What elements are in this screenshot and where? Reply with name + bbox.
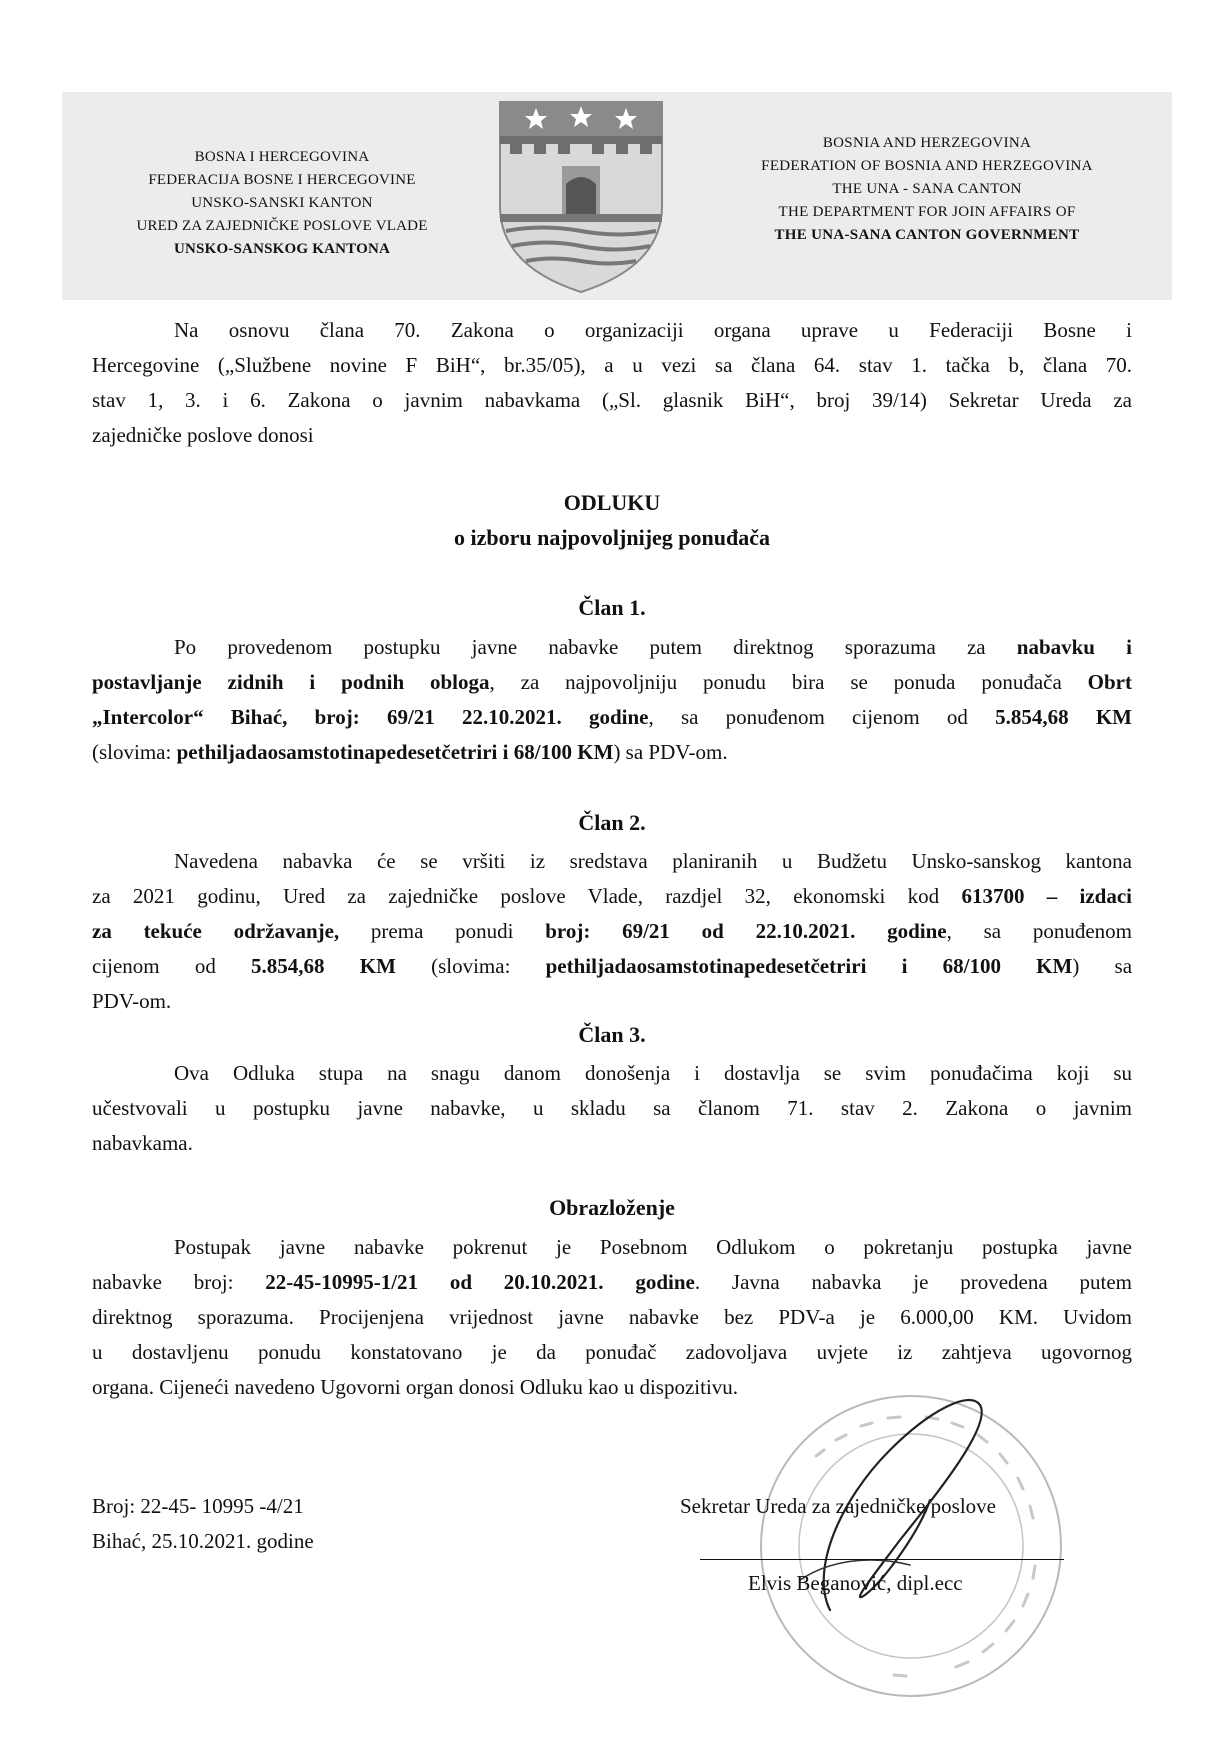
text-line [92,879,1132,914]
intro-paragraph [92,313,1132,453]
article-3-heading: Član 3. [578,1022,646,1047]
letterhead-line: THE UNA-SANA CANTON GOVERNMENT [774,227,1080,243]
letterhead-left-local [62,146,502,261]
text-bold: pethiljadaosamstotinapedesetčetriri i 68/100 KM [545,954,1073,978]
text-bold: „Intercolor“ Bihać, broj: 69/21 22.10.2021. godine [92,705,649,729]
text-span: , sa ponuđenom cijenom od [648,705,996,729]
signatory-title: Sekretar Ureda za zajedničke poslove [680,1494,997,1518]
text-line [92,630,1132,665]
text-line [92,914,1132,949]
text-span: cijenom od [92,954,252,978]
signature-line [700,1559,1064,1560]
letterhead-line: UNSKO-SANSKOG KANTONA [173,241,391,257]
document-title: ODLUKU [563,490,661,515]
document-number: Broj: 22-45- 10995 -4/21 [92,1494,304,1518]
text-span: (slovima: [92,740,177,764]
article-2-heading: Član 2. [578,810,646,835]
text-bold: broj: 69/21 od 22.10.2021. godine [545,919,947,943]
document-subtitle: o izboru najpovoljnijeg ponuđača [454,525,770,550]
text-bold: postavljanje zidnih i podnih obloga [92,670,490,694]
text-span: za 2021 godinu, Ured za zajedničke poslove Vlade, razdjel 32, ekonomski kod [92,884,962,908]
text-line [92,949,1132,984]
text-span: (slovima: [395,954,546,978]
text-bold: pethiljadaosamstotinapedesetčetriri i 68/100 KM [176,740,614,764]
text-line [92,665,1132,700]
text-span: , sa ponuđenom [946,919,1132,943]
text-bold: 22-45-10995-1/21 od 20.10.2021. godine [265,1270,695,1294]
text-line: organa. Cijeneći navedeno Ugovorni organ donosi Odluku kao u dispozitivu. [92,1375,739,1399]
reasoning-heading: Obrazloženje [549,1195,675,1220]
text-bold: nabavku i [1016,635,1132,659]
letterhead-line: URED ZA ZAJEDNIČKE POSLOVE VLADE [136,218,428,234]
letterhead-line: THE DEPARTMENT FOR JOIN AFFAIRS OF [778,204,1076,220]
text-span: ) sa PDV-om. [613,740,728,764]
letterhead-right-english [682,132,1172,247]
text-bold: 613700 – izdaci [961,884,1132,908]
text-line: Postupak javne nabavke pokrenut je Posebnom Odlukom o pokretanju postupka javne [174,1235,1132,1259]
text-span: ) sa [1072,954,1133,978]
place-date: Bihać, 25.10.2021. godine [92,1529,314,1553]
text-line: nabavkama. [92,1131,193,1155]
text-line: Ova Odluka stupa na snagu danom donošenja i dostavlja se svim ponuđačima koji su [174,1061,1132,1085]
letterhead-line: BOSNA I HERCEGOVINA [194,149,370,165]
letterhead-line: FEDERACIJA BOSNE I HERCEGOVINE [148,172,416,188]
article-1-text [92,630,1132,770]
letterhead-line: FEDERATION OF BOSNIA AND HERZEGOVINA [761,158,1093,174]
letterhead-line: BOSNIA AND HERZEGOVINA [822,135,1032,151]
text-line: u dostavljenu ponudu konstatovano je da ponuđač zadovoljava uvjete iz zahtjeva ugovornog [92,1340,1132,1364]
text-line: učestvovali u postupku javne nabavke, u skladu sa članom 71. stav 2. Zakona o javnim [92,1096,1132,1120]
article-1-heading: Član 1. [578,595,646,620]
text-line: stav 1, 3. i 6. Zakona o javnim nabavkama („Sl. glasnik BiH“, broj 39/14) Sekretar Ureda za [92,388,1132,412]
text-line [92,700,1132,735]
text-line: Navedena nabavka će se vršiti iz sredstava planiranih u Budžetu Unsko-sanskog kantona [174,849,1132,873]
article-2-text [92,844,1132,1019]
document-reference [92,1489,314,1559]
text-bold: za tekuće održavanje, [92,919,340,943]
letterhead-line: THE UNA - SANA CANTON [832,181,1022,197]
signatory-name: Elvis Beganović, dipl.ecc [748,1571,963,1595]
text-bold: 5.854,68 KM [995,705,1132,729]
text-span: nabavke broj: [92,1270,266,1294]
text-line: PDV-om. [92,989,172,1013]
text-line [92,735,1132,770]
letterhead-line: UNSKO-SANSKI KANTON [191,195,373,211]
una-sana-canton-coat-of-arms-icon [492,96,670,296]
text-line: Na osnovu člana 70. Zakona o organizaciji organa uprave u Federaciji Bosne i [174,318,1132,342]
letterhead [62,92,1172,300]
text-span: . Javna nabavka je provedena putem [694,1270,1132,1294]
text-line: Hercegovine („Službene novine F BiH“, br.35/05), a u vezi sa člana 64. stav 1. tačka b, člana 70. [92,353,1132,377]
text-line: direktnog sporazuma. Procijenjena vrijednost javne nabavke bez PDV-a je 6.000,00 KM. Uvidom [92,1305,1132,1329]
text-span: Po provedenom postupku javne nabavke putem direktnog sporazuma za [174,635,1017,659]
text-line [92,1265,1132,1300]
text-bold: 5.854,68 KM [251,954,396,978]
text-line: zajedničke poslove donosi [92,423,314,447]
article-3-text [92,1056,1132,1161]
text-bold: Obrt [1087,670,1132,694]
text-span: , za najpovoljniju ponudu bira se ponuda ponuđača [489,670,1088,694]
text-span: prema ponudi [339,919,546,943]
